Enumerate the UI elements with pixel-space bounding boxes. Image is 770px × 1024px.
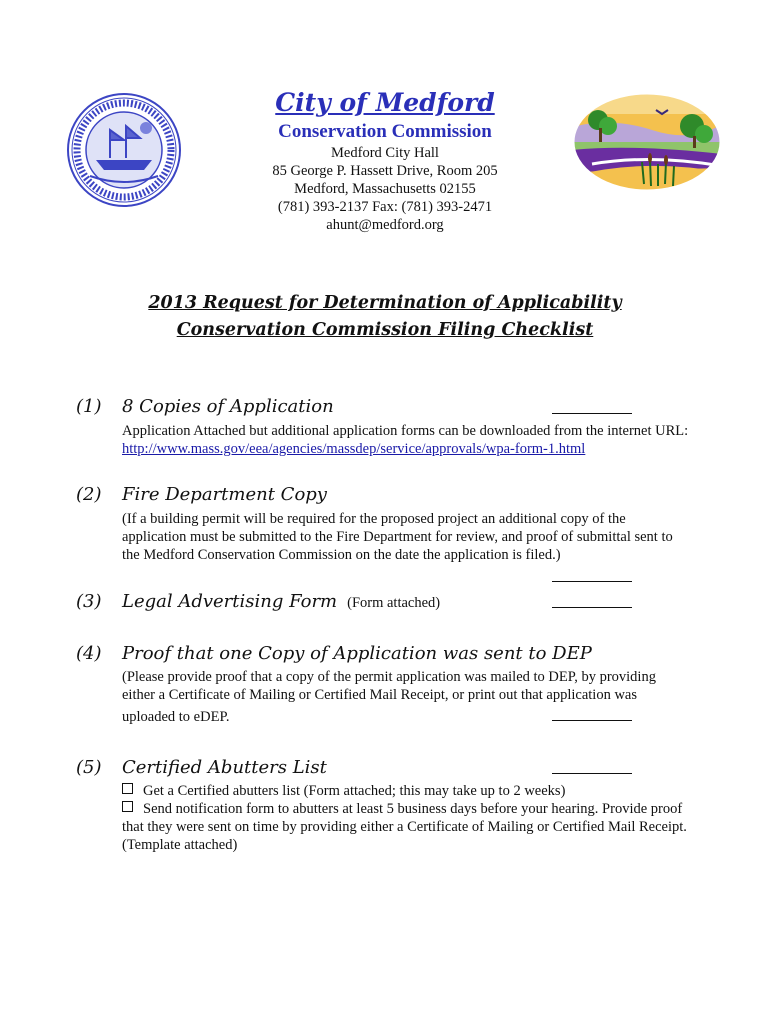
item-text: either a Certificate of Mailing or Certified Mail Receipt, or print out that application was xyxy=(122,687,637,703)
checklist-blank[interactable] xyxy=(552,720,632,721)
checkbox[interactable] xyxy=(122,801,133,812)
address-line: Medford City Hall xyxy=(331,145,439,161)
item-title-text: Legal Advertising Form xyxy=(122,591,338,612)
item-title-copies: 8 Copies of Application xyxy=(122,396,334,417)
item-text: (Please provide proof that a copy of the permit application was mailed to DEP, by providing xyxy=(122,669,656,685)
abutters-list-checkbox-row xyxy=(122,782,565,800)
phone-fax-line: (781) 393-2137 Fax: (781) 393-2471 xyxy=(277,199,493,215)
item-text: the Medford Conservation Commission on the date the application is filed.) xyxy=(122,547,561,563)
checklist-blank[interactable] xyxy=(552,413,632,414)
item-text: that they were sent on time by providing either a Certificate of Mailing or Certified Mail Receipt. xyxy=(122,819,687,835)
document-title-line2: Conservation Commission Filing Checklist xyxy=(176,320,594,340)
address-line: Medford, Massachusetts 02155 xyxy=(294,181,476,197)
checkbox[interactable] xyxy=(122,783,133,794)
city-seal-logo xyxy=(66,92,182,208)
item-number: (1) xyxy=(76,396,102,417)
item-number: (5) xyxy=(76,757,102,778)
conservation-landscape-logo xyxy=(572,92,722,192)
wpa-form-link[interactable]: http://www.mass.gov/eea/agencies/massdep/service/approvals/wpa-form-1.html xyxy=(122,441,586,457)
checklist-blank[interactable] xyxy=(552,607,632,608)
letterhead xyxy=(200,88,570,234)
item-text: uploaded to eDEP. xyxy=(122,709,230,725)
email-line: ahunt@medford.org xyxy=(326,217,444,233)
document-title xyxy=(120,290,650,344)
checklist-blank[interactable] xyxy=(552,773,632,774)
item-title-dep-proof: Proof that one Copy of Application was sent to DEP xyxy=(122,643,592,664)
address-line: 85 George P. Hassett Drive, Room 205 xyxy=(272,163,498,179)
checkbox-label: Send notification form to abutters at least 5 business days before your hearing. Provide proof xyxy=(143,801,683,817)
item-text: (Template attached) xyxy=(122,837,238,853)
item-title-legal-advertising xyxy=(122,591,440,612)
commission-name: Conservation Commission xyxy=(278,121,492,142)
document-title-line1: 2013 Request for Determination of Applicability xyxy=(148,293,622,313)
checkbox-label: Get a Certified abutters list (Form attached; this may take up to 2 weeks) xyxy=(143,783,566,799)
item-title-fire-department: Fire Department Copy xyxy=(122,484,327,505)
city-title: City of Medford xyxy=(275,88,495,117)
item-text: (If a building permit will be required for the proposed project an additional copy of the xyxy=(122,511,626,527)
item-number: (2) xyxy=(76,484,102,505)
notification-checkbox-row xyxy=(122,800,682,818)
item-number: (4) xyxy=(76,643,102,664)
item-title-abutters: Certified Abutters List xyxy=(122,757,327,778)
item-number: (3) xyxy=(76,591,102,612)
checklist-blank[interactable] xyxy=(552,581,632,582)
item-text: application must be submitted to the Fire Department for review, and proof of submittal sent to xyxy=(122,529,673,545)
item-note: (Form attached) xyxy=(347,595,441,611)
item-text: Application Attached but additional application forms can be downloaded from the internet URL: xyxy=(122,423,689,439)
